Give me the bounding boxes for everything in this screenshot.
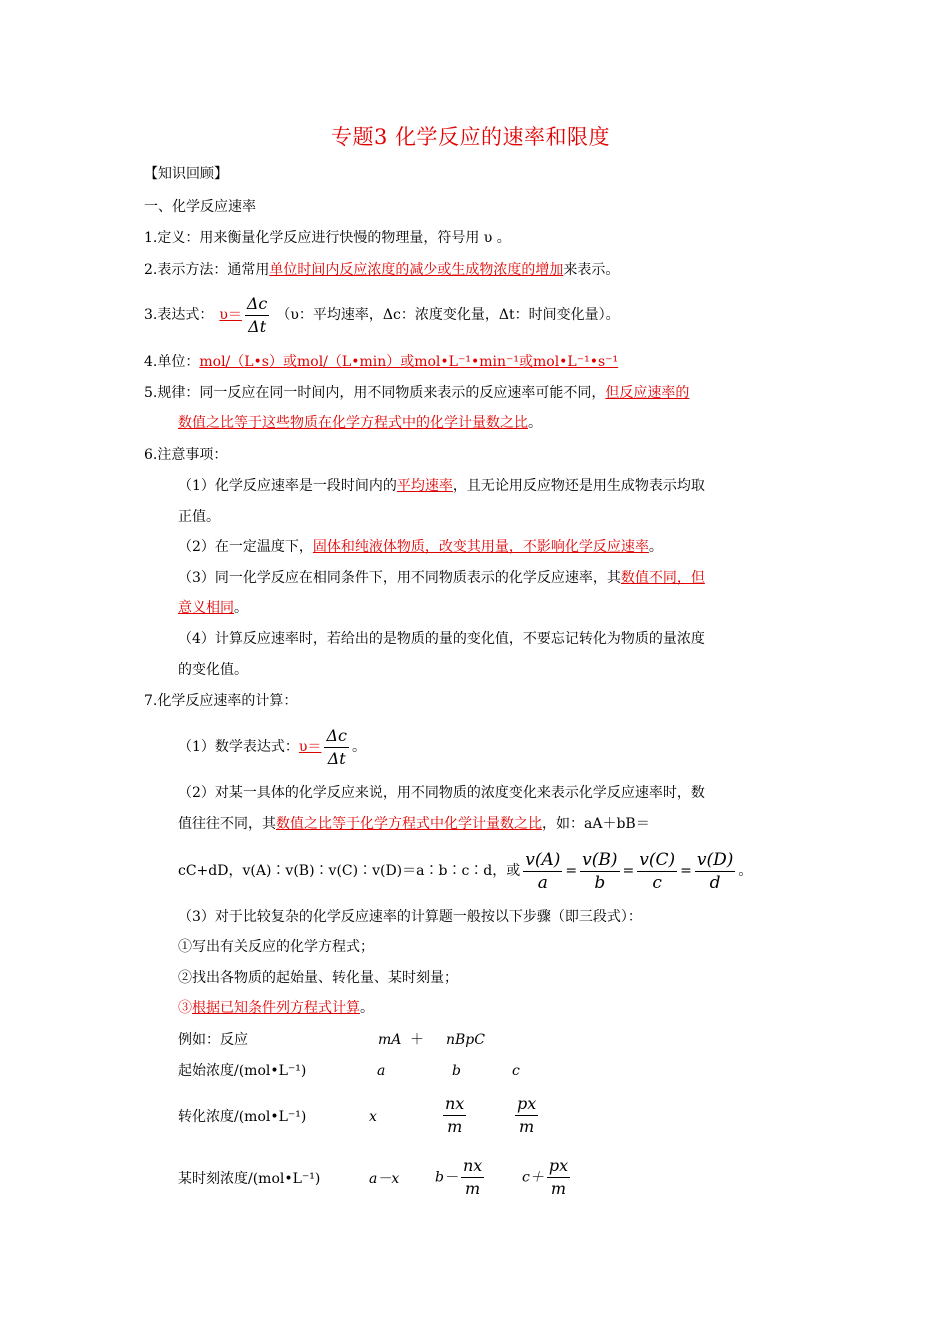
item-rule bbox=[144, 383, 689, 403]
example-label: 例如：反应 bbox=[178, 1032, 248, 1048]
row-moment-c2-den: m bbox=[461, 1177, 484, 1199]
row-moment-c3-fraction bbox=[547, 1156, 570, 1199]
step-3-key: 根据已知条件列方程式计算 bbox=[192, 1000, 360, 1016]
step-3-mark: ③ bbox=[178, 1000, 192, 1016]
step-1: ①写出有关反应的化学方程式； bbox=[178, 939, 374, 955]
ratio-fraction-a bbox=[523, 850, 562, 893]
note-1-cont: 正值。 bbox=[178, 509, 220, 525]
calc-2-suffix: ，如：aA＋bB＝ bbox=[542, 816, 650, 832]
ratio-equals-3: = bbox=[680, 863, 692, 879]
note-3-suffix: 。 bbox=[234, 600, 248, 616]
expression-denominator: Δt bbox=[245, 315, 270, 337]
expression-lhs: υ＝ bbox=[219, 307, 242, 323]
row-moment-c2-prefix: b－ bbox=[435, 1169, 458, 1186]
row-change-c3 bbox=[512, 1094, 541, 1137]
note-2-key: 固体和纯液体物质，改变其用量，不影响化学反应速率 bbox=[312, 539, 649, 555]
calc-2-prefix: 值往往不同，其 bbox=[178, 816, 276, 832]
step-3-suffix: 。 bbox=[360, 1000, 374, 1016]
step-3 bbox=[178, 998, 374, 1018]
row-moment-c1: a－x bbox=[369, 1171, 400, 1187]
note-3-cont bbox=[178, 598, 248, 618]
calc-1-suffix: 。 bbox=[351, 739, 366, 755]
calc-2-formula bbox=[178, 847, 752, 895]
item-rule-key-1: 但反应速率的 bbox=[605, 385, 690, 401]
note-2 bbox=[178, 537, 663, 557]
ratio-denominator-b: b bbox=[580, 871, 619, 893]
item-expression bbox=[144, 293, 620, 337]
item-rule-suffix: 。 bbox=[528, 415, 542, 431]
ratio-numerator-b: v(B) bbox=[582, 849, 618, 870]
calc-3: （3）对于比较复杂的化学反应速率的计算题一般按以下步骤（即三段式）： bbox=[178, 909, 642, 925]
ratio-numerator-a: v(A) bbox=[525, 849, 561, 870]
row-moment-c2 bbox=[435, 1156, 487, 1199]
ratio-equals-2: = bbox=[622, 863, 635, 879]
row-initial-c3: c bbox=[512, 1063, 520, 1079]
ratio-fraction-d bbox=[695, 850, 736, 893]
row-change-c3-den: m bbox=[515, 1115, 538, 1137]
calc-1 bbox=[178, 725, 366, 769]
item-rule-key-2: 数值之比等于这些物质在化学方程式中的化学计量数之比 bbox=[178, 415, 528, 431]
note-2-prefix: （2）在一定温度下， bbox=[178, 539, 313, 555]
note-3-key-2: 意义相同 bbox=[178, 600, 234, 616]
note-1-suffix: ，且无论用反应物还是用生成物表示均取 bbox=[452, 478, 705, 494]
note-4: （4）计算反应速率时，若给出的是物质的量的变化值，不要忘记转化为物质的量浓度 bbox=[178, 631, 705, 647]
item-unit-value: mol/（L•s）或mol/（L•min）或mol•L⁻¹•min⁻¹或mol•L⁻¹•s⁻¹ bbox=[199, 354, 619, 370]
note-1 bbox=[178, 476, 705, 496]
calc-2-key: 数值之比等于化学方程式中化学计量数之比 bbox=[276, 816, 542, 832]
calc-1-prefix: （1）数学表达式： bbox=[178, 739, 299, 755]
calc-1-denominator: Δt bbox=[324, 747, 349, 769]
ratio-equals-1: = bbox=[565, 863, 578, 879]
row-change-c3-fraction bbox=[515, 1094, 538, 1137]
row-moment-c3-prefix: c＋ bbox=[522, 1169, 544, 1186]
calc-2-cont bbox=[178, 814, 650, 834]
calc-1-fraction bbox=[324, 726, 349, 769]
ratio-denominator-a: a bbox=[523, 871, 562, 893]
note-3-key-1: 数值不同，但 bbox=[620, 570, 705, 586]
item-unit bbox=[144, 352, 618, 372]
note-2-suffix: 。 bbox=[648, 539, 663, 555]
item-representation bbox=[144, 260, 619, 280]
calc-2-end: 。 bbox=[738, 863, 753, 879]
row-change-c2-fraction bbox=[443, 1094, 466, 1137]
item-representation-prefix: 2.表示方法：通常用 bbox=[144, 262, 270, 278]
ratio-numerator-c: v(C) bbox=[639, 849, 676, 870]
row-change-c2-den: m bbox=[443, 1115, 466, 1137]
calc-1-numerator: Δc bbox=[326, 725, 347, 745]
note-3 bbox=[178, 568, 705, 588]
row-initial-c2: b bbox=[452, 1063, 461, 1079]
ratio-numerator-d: v(D) bbox=[696, 849, 734, 870]
ratio-fraction-c bbox=[637, 850, 677, 893]
item-calculation-heading: 7.化学反应速率的计算： bbox=[144, 693, 298, 709]
row-change-label: 转化浓度/(mol•L⁻¹) bbox=[178, 1109, 307, 1125]
item-unit-prefix: 4.单位： bbox=[144, 354, 200, 370]
item-rule-prefix: 5.规律：同一反应在同一时间内，用不同物质来表示的反应速率可能不同， bbox=[144, 385, 606, 401]
ratio-fraction-b bbox=[580, 850, 619, 893]
item-representation-key: 单位时间内反应浓度的减少或生成物浓度的增加 bbox=[269, 262, 564, 278]
step-2: ②找出各物质的起始量、转化量、某时刻量； bbox=[178, 970, 458, 986]
row-moment-c3-den: m bbox=[547, 1177, 570, 1199]
example-reactant-a: mA bbox=[378, 1032, 402, 1048]
row-change-c2-num: nx bbox=[445, 1094, 465, 1113]
calc-2: （2）对某一具体的化学反应来说，用不同物质的浓度变化来表示化学反应速率时，数 bbox=[178, 785, 705, 801]
item-representation-suffix: 来表示。 bbox=[563, 262, 620, 278]
heading-reaction-rate: 一、化学反应速率 bbox=[144, 199, 256, 215]
note-3-prefix: （3）同一化学反应在相同条件下，用不同物质表示的化学反应速率，其 bbox=[178, 570, 621, 586]
calc-1-lhs: υ＝ bbox=[298, 739, 322, 755]
item-definition: 1.定义：用来衡量化学反应进行快慢的物理量，符号用 υ 。 bbox=[144, 230, 511, 246]
note-1-key: 平均速率 bbox=[396, 478, 453, 494]
row-initial-c1: a bbox=[377, 1063, 386, 1079]
expression-fraction bbox=[245, 294, 270, 337]
item-notes-heading: 6.注意事项： bbox=[144, 447, 228, 463]
expression-numerator: Δc bbox=[246, 293, 268, 313]
note-4-cont: 的变化值。 bbox=[178, 662, 248, 678]
item-expression-prefix: 3.表达式： bbox=[144, 307, 214, 323]
calc-2-ratio-text: cC+dD，v(A)∶v(B)∶v(C)∶v(D)＝a∶b∶c∶d，或 bbox=[178, 863, 521, 879]
row-moment-label: 某时刻浓度/(mol•L⁻¹) bbox=[178, 1171, 321, 1187]
row-moment-c2-fraction bbox=[461, 1156, 484, 1199]
section-label: 【知识回顾】 bbox=[144, 166, 228, 182]
note-1-prefix: （1）化学反应速率是一段时间内的 bbox=[178, 478, 397, 494]
row-change-c1: x bbox=[369, 1109, 377, 1125]
example-reactant-b: nBpC bbox=[446, 1032, 485, 1048]
row-moment-c2-num: nx bbox=[462, 1156, 483, 1175]
expression-note: （υ：平均速率，Δc：浓度变化量，Δt：时间变化量）。 bbox=[276, 307, 620, 323]
row-initial-label: 起始浓度/(mol•L⁻¹) bbox=[178, 1063, 307, 1079]
example-plus: ＋ bbox=[410, 1032, 424, 1048]
item-rule-cont bbox=[178, 413, 542, 433]
ratio-denominator-c: c bbox=[637, 871, 677, 893]
ratio-denominator-d: d bbox=[695, 871, 736, 893]
page-title: 专题3 化学反应的速率和限度 bbox=[331, 125, 611, 149]
row-moment-c3 bbox=[522, 1156, 573, 1199]
row-moment-c3-num: px bbox=[548, 1156, 569, 1175]
row-change-c2 bbox=[440, 1094, 469, 1137]
row-change-c3-num: px bbox=[517, 1094, 537, 1113]
